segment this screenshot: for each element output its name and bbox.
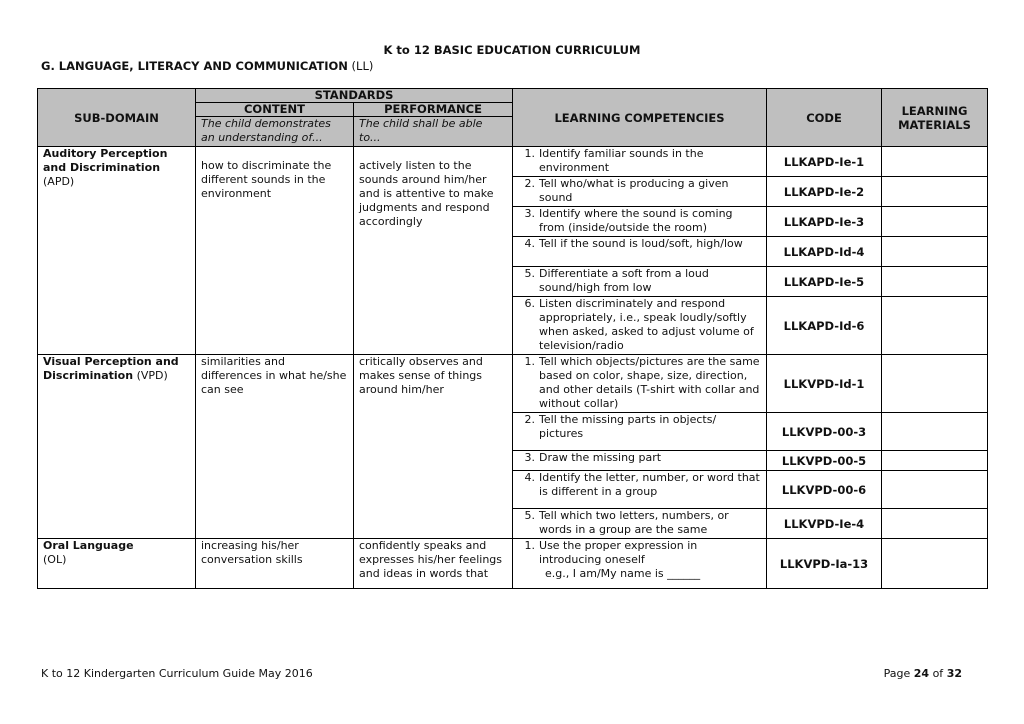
competency-cell — [513, 177, 767, 207]
competency-number: 3. — [524, 207, 536, 220]
competency-text: Tell if the sound is loud/soft, high/low — [539, 237, 743, 250]
code-cell: LLKAPD-Ie-3 — [767, 207, 882, 237]
competency-text: Tell which two letters, numbers, or words in a group are the same — [539, 509, 729, 536]
sub-domain-name: Visual Perception and Discrimination — [43, 355, 179, 382]
performance-standard: actively listen to the sounds around him/her and is attentive to make judgments and respond accordingly — [354, 147, 513, 355]
competency-number: 5. — [524, 267, 536, 280]
materials-cell — [882, 413, 988, 451]
performance-standard: critically observes and makes sense of things around him/her — [354, 355, 513, 539]
code-cell: LLKVPD-00-3 — [767, 413, 882, 451]
sub-domain-name: Oral Language — [43, 539, 134, 552]
materials-cell — [882, 207, 988, 237]
content-header: CONTENT — [196, 103, 354, 117]
performance-description: The child shall be able to... — [354, 117, 513, 147]
competency-cell — [513, 413, 767, 451]
footer-guide: K to 12 Kindergarten Curriculum Guide May 2016 — [41, 667, 313, 680]
competency-number: 2. — [524, 177, 536, 190]
content-standard: similarities and differences in what he/she can see — [196, 355, 354, 539]
competency-number: 5. — [524, 509, 536, 522]
competency-cell — [513, 297, 767, 355]
document-title: K to 12 BASIC EDUCATION CURRICULUM — [383, 43, 641, 57]
content-standard: how to discriminate the different sounds in the environment — [196, 147, 354, 355]
sub-domain-abbr: (APD) — [43, 175, 75, 188]
code-header: CODE — [767, 89, 882, 147]
content-description: The child demonstrates an understanding of... — [196, 117, 354, 147]
materials-cell — [882, 237, 988, 267]
materials-cell — [882, 509, 988, 539]
competency-text: Use the proper expression in introducing oneself — [539, 539, 698, 566]
code-cell: LLKAPD-Ie-2 — [767, 177, 882, 207]
page-of: of — [932, 667, 944, 680]
code-cell: LLKAPD-Id-4 — [767, 237, 882, 267]
sub-domain-cell — [38, 355, 196, 539]
competency-text: Differentiate a soft from a loud sound/high from low — [539, 267, 709, 294]
competency-number: 2. — [524, 413, 536, 426]
competency-number: 4. — [524, 471, 536, 484]
code-cell: LLKAPD-Ie-5 — [767, 267, 882, 297]
competency-number: 1. — [524, 539, 536, 552]
code-cell: LLKVPD-Ie-4 — [767, 509, 882, 539]
materials-header: LEARNING MATERIALS — [882, 89, 988, 147]
code-cell: LLKVPD-00-6 — [767, 471, 882, 509]
materials-cell — [882, 177, 988, 207]
materials-cell — [882, 267, 988, 297]
competency-text: Identify the letter, number, or word that is different in a group — [539, 471, 760, 498]
sub-domain-abbr: (VPD) — [136, 369, 168, 382]
materials-cell — [882, 297, 988, 355]
performance-standard: confidently speaks and expresses his/her feelings and ideas in words that — [354, 539, 513, 589]
materials-cell — [882, 355, 988, 413]
materials-cell — [882, 539, 988, 589]
code-cell: LLKAPD-Ie-1 — [767, 147, 882, 177]
competency-text: Identify familiar sounds in the environment — [539, 147, 704, 174]
competency-text: Draw the missing part — [539, 451, 662, 464]
section-title — [41, 59, 373, 73]
competency-text: Tell the missing parts in objects/ pictures — [539, 413, 717, 440]
competency-text: Listen discriminately and respond appropriately, i.e., speak loudly/softly when asked, asked to adjust volume of television/radio — [539, 297, 754, 352]
materials-cell — [882, 471, 988, 509]
code-cell: LLKVPD-00-5 — [767, 451, 882, 471]
page-current: 24 — [913, 667, 930, 680]
competency-example: e.g., I am/My name is ______ — [545, 567, 701, 580]
competency-number: 6. — [524, 297, 536, 310]
competency-number: 4. — [524, 237, 536, 250]
table-row — [38, 355, 988, 413]
sub-domain-name: Auditory Perception and Discrimination — [43, 147, 168, 174]
curriculum-table — [37, 88, 988, 589]
competency-number: 1. — [524, 355, 536, 368]
competency-number: 1. — [524, 147, 536, 160]
competency-cell — [513, 355, 767, 413]
competency-cell — [513, 237, 767, 267]
materials-cell — [882, 147, 988, 177]
content-standard: increasing his/her conversation skills — [196, 539, 354, 589]
competencies-header: LEARNING COMPETENCIES — [513, 89, 767, 147]
competency-cell — [513, 471, 767, 509]
sub-domain-header: SUB-DOMAIN — [38, 89, 196, 147]
sub-domain-cell — [38, 539, 196, 589]
section-title-text: G. LANGUAGE, LITERACY AND COMMUNICATION — [41, 59, 348, 73]
materials-cell — [882, 451, 988, 471]
sub-domain-cell — [38, 147, 196, 355]
code-cell: LLKAPD-Id-6 — [767, 297, 882, 355]
table-row — [38, 147, 988, 177]
footer-page-number — [884, 667, 962, 680]
competency-cell — [513, 267, 767, 297]
page-label: Page — [883, 667, 911, 680]
header-row-1 — [38, 89, 988, 103]
sub-domain-abbr: (OL) — [43, 553, 67, 566]
competency-cell — [513, 539, 767, 589]
competency-cell — [513, 207, 767, 237]
code-cell: LLKVPD-Id-1 — [767, 355, 882, 413]
competency-text: Tell who/what is producing a given sound — [539, 177, 729, 204]
competency-text: Tell which objects/pictures are the same based on color, shape, size, direction, and other details (T-shirt with collar and without collar) — [539, 355, 760, 410]
section-title-abbr: (LL) — [351, 59, 374, 73]
page-total: 32 — [946, 667, 962, 680]
performance-header: PERFORMANCE — [354, 103, 513, 117]
competency-cell — [513, 451, 767, 471]
competency-cell — [513, 147, 767, 177]
competency-text: Identify where the sound is coming from (inside/outside the room) — [539, 207, 733, 234]
competency-number: 3. — [524, 451, 536, 464]
competency-cell — [513, 509, 767, 539]
standards-header: STANDARDS — [196, 89, 513, 103]
table-row — [38, 539, 988, 589]
code-cell: LLKVPD-Ia-13 — [767, 539, 882, 589]
